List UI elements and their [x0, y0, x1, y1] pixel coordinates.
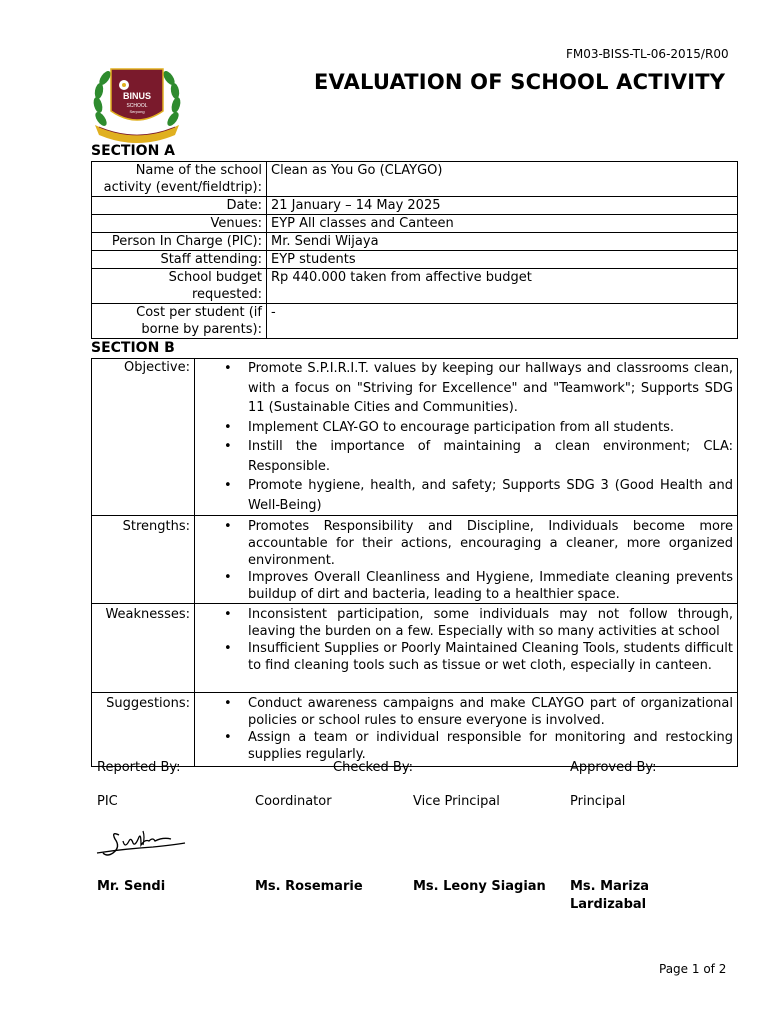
table-row [92, 251, 738, 269]
section-a-table [91, 161, 738, 339]
list-item: • Instill the importance of maintaining a clean environment; CLA: Responsible. [224, 437, 733, 476]
list-item: • Insufficient Supplies or Poorly Maintained Cleaning Tools, students difficult to find cleaning tools such as tissue or wet cloth, especially in canteen. [224, 640, 733, 674]
name-principal: Ms. Mariza Lardizabal [570, 879, 650, 912]
strengths-list [199, 518, 733, 603]
role-pic: PIC [97, 794, 118, 809]
list-item: • Conduct awareness campaigns and make CLAYGO part of organizational policies or school rules to ensure everyone is involved. [224, 695, 733, 729]
row-value-budget: Rp 440.000 taken from affective budget [267, 269, 738, 304]
role-coordinator: Coordinator [255, 794, 332, 809]
list-item: • Implement CLAY-GO to encourage participation from all students. [224, 418, 733, 438]
name-pic: Mr. Sendi [97, 879, 166, 894]
row-value-objective [195, 359, 738, 516]
suggestions-list [199, 695, 733, 763]
row-label-strengths: Strengths: [92, 516, 195, 604]
table-row [92, 516, 738, 604]
row-label-objective: Objective: [92, 359, 195, 516]
section-b-table [91, 358, 738, 767]
logo-text-school: SCHOOL [126, 103, 148, 109]
row-value-staff: EYP students [267, 251, 738, 269]
weaknesses-list [199, 606, 733, 674]
table-row [92, 604, 738, 693]
row-label-pic: Person In Charge (PIC): [92, 233, 267, 251]
row-value-pic: Mr. Sendi Wijaya [267, 233, 738, 251]
table-row [92, 359, 738, 516]
list-item: • Promote S.P.I.R.I.T. values by keeping our hallways and classrooms clean, with a focus on "Striving for Excellence" and "Teamwork"; Supports SDG 11 (Sustainable Cities and Communities). [224, 359, 733, 418]
row-label-staff: Staff attending: [92, 251, 267, 269]
row-label-venues: Venues: [92, 215, 267, 233]
name-vice-principal: Ms. Leony Siagian [413, 879, 546, 894]
row-value-cost-per-student: - [267, 304, 738, 339]
list-item: • Promote hygiene, health, and safety; Supports SDG 3 (Good Health and Well-Being) [224, 476, 733, 515]
logo-text-binus: BINUS [122, 91, 152, 101]
row-label-activity-name: Name of the school activity (event/fieldtrip): [92, 162, 267, 197]
row-label-cost-per-student: Cost per student (if borne by parents): [92, 304, 267, 339]
row-label-weaknesses: Weaknesses: [92, 604, 195, 693]
role-principal: Principal [570, 794, 626, 809]
table-row [92, 304, 738, 339]
row-value-date: 21 January – 14 May 2025 [267, 197, 738, 215]
section-b-title: SECTION B [91, 340, 175, 356]
name-coordinator: Ms. Rosemarie [255, 879, 363, 894]
approved-by-label: Approved By: [570, 760, 657, 775]
objective-list [199, 359, 733, 515]
section-a-title: SECTION A [91, 143, 176, 159]
list-item: • Improves Overall Cleanliness and Hygiene, Immediate cleaning prevents buildup of dirt and bacteria, leading to a healthier space. [224, 569, 733, 603]
row-label-date: Date: [92, 197, 267, 215]
reported-by-label: Reported By: [97, 760, 181, 775]
list-item: • Promotes Responsibility and Discipline, Individuals become more accountable for their actions, encouraging a cleaner, more organized environment. [224, 518, 733, 569]
pic-signature [93, 823, 189, 863]
document-title: EVALUATION OF SCHOOL ACTIVITY [314, 70, 726, 94]
role-vice-principal: Vice Principal [413, 794, 500, 809]
row-label-budget: School budget requested: [92, 269, 267, 304]
row-value-venues: EYP All classes and Canteen [267, 215, 738, 233]
table-row [92, 233, 738, 251]
list-item: • Assign a team or individual responsible for monitoring and restocking supplies regularly. [224, 729, 733, 763]
row-value-suggestions [195, 693, 738, 767]
logo-text-location: Serpong [129, 109, 145, 114]
row-value-activity-name: Clean as You Go (CLAYGO) [267, 162, 738, 197]
row-value-strengths [195, 516, 738, 604]
table-row [92, 162, 738, 197]
table-row [92, 197, 738, 215]
school-logo [91, 59, 183, 145]
table-row [92, 269, 738, 304]
checked-by-label: Checked By: [333, 760, 413, 775]
table-row [92, 693, 738, 767]
document-code: FM03-BISS-TL-06-2015/R00 [566, 47, 729, 61]
list-item: • Inconsistent participation, some individuals may not follow through, leaving the burden on a few. Especially with so many activities at school [224, 606, 733, 640]
page-number: Page 1 of 2 [659, 962, 727, 976]
row-label-suggestions: Suggestions: [92, 693, 195, 767]
table-row [92, 215, 738, 233]
row-value-weaknesses [195, 604, 738, 693]
